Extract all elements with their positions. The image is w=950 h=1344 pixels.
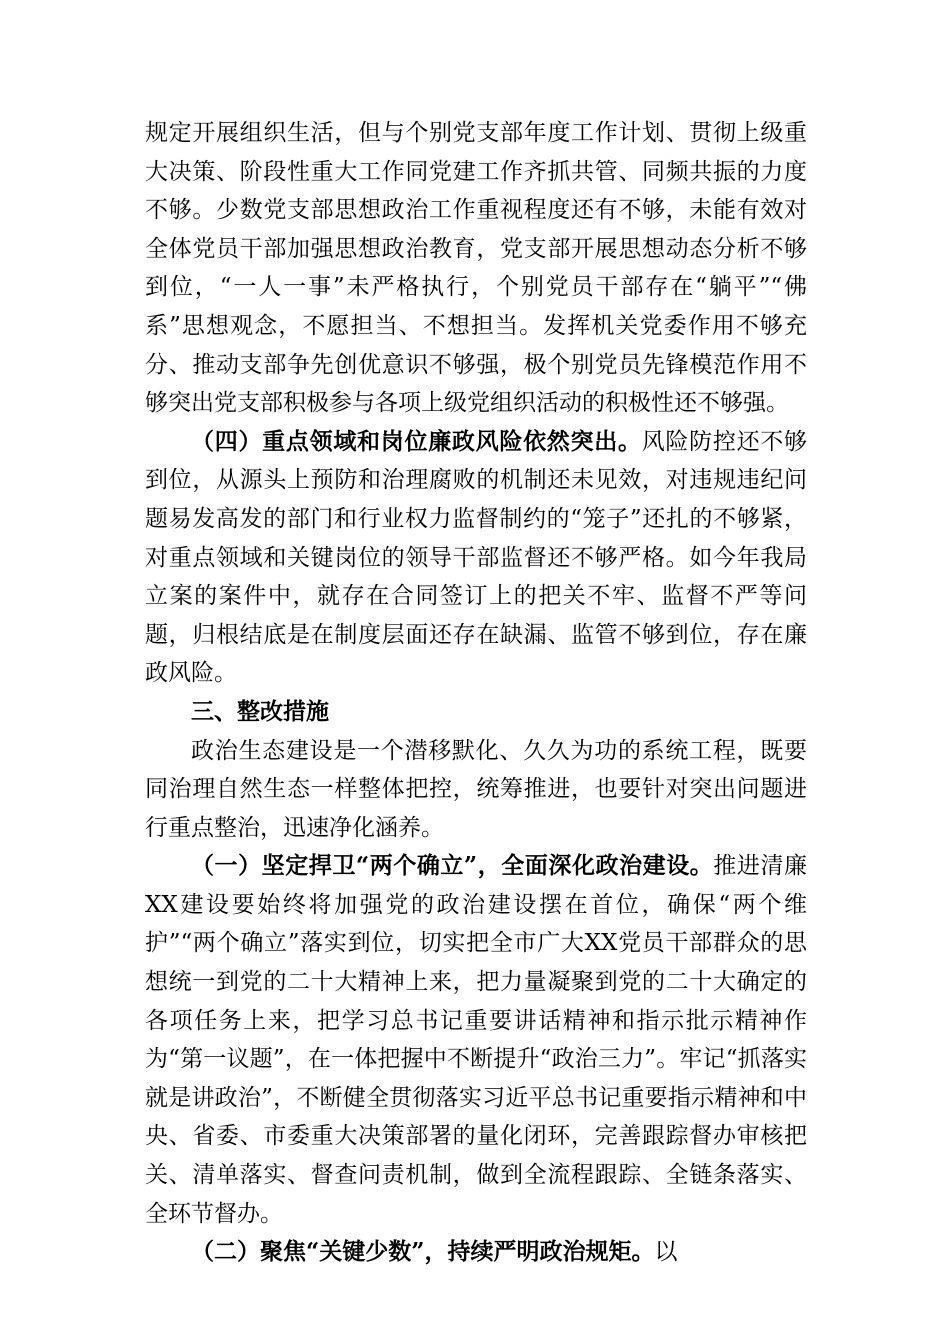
paragraph-political-construction <box>145 847 807 1233</box>
paragraph-key-minority <box>145 1233 807 1272</box>
paragraph-body-1: 推进清廉XX建设要始终将加强党的政治建设摆在首位，确保“两个维护”“两个确立”落实到位，切实把全市广大XX党员干部群众的思想统一到党的二十大精神上来，把力量凝聚到党的二十大确定的各项任务上来，把学习总书记重要讲话精神和指示批示精神作为“第一议题”，在一体把握中不断提升“政治三力”。牢记“抓落实就是讲政治”，不断健全贯彻落实习近平总书记重要指示精神和中央、省委、市委重大决策部署的量化闭环，完善跟踪督办审核把关、清单落实、督查问责机制，做到全流程跟踪、全链条落实、全环节督办。 <box>145 853 808 1227</box>
section-heading-rectification: 三、整改措施 <box>191 698 329 725</box>
paragraph-body-4: 风险防控还不够到位，从源头上预防和治理腐败的机制还未见效，对违规违纪问题易发高发的部门和行业权力监督制约的“笼子”还扎的不够紧，对重点领域和关键岗位的领导干部监督还不够严格。如今年我局立案的案件中，就存在合同签订上的把关不牢、监督不严等问题，归根结底是在制度层面还存在缺漏、监管不够到位，存在廉政风险。 <box>145 428 808 687</box>
paragraph-lead-4: （四）重点领域和岗位廉政风险依然突出。 <box>191 427 642 455</box>
paragraph-party-branch-issues: 规定开展组织生活，但与个别党支部年度工作计划、贯彻上级重大决策、阶段性重大工作同党建工作齐抓共管、同频共振的力度不够。少数党支部思想政治工作重视程度还有不够，未能有效对全体党员干部加强思想政治教育，党支部开展思想动态分析不够到位，“一人一事”未严格执行，个别党员干部存在“躺平”“佛系”思想观念，不愿担当、不想担当。发挥机关党委作用不够充分、推动支部争先创优意识不够强，极个别党员先锋模范作用不够突出党支部积极参与各项上级党组织活动的积极性还不够强。 <box>145 120 807 417</box>
paragraph-lead-1: （一）坚定捍卫“两个确立”，全面深化政治建设。 <box>191 852 714 880</box>
document-body <box>145 114 807 1272</box>
paragraph-political-ecology: 政治生态建设是一个潜移默化、久久为功的系统工程，既要同治理自然生态一样整体把控，统筹推进，也要针对突出问题进行重点整治，迅速净化涵养。 <box>145 737 807 841</box>
paragraph-lead-2: （二）聚焦“关键少数”，持续严明政治规矩。 <box>191 1238 655 1266</box>
paragraph-body-2: 以 <box>654 1239 678 1266</box>
paragraph-clean-government-risk <box>145 423 807 693</box>
